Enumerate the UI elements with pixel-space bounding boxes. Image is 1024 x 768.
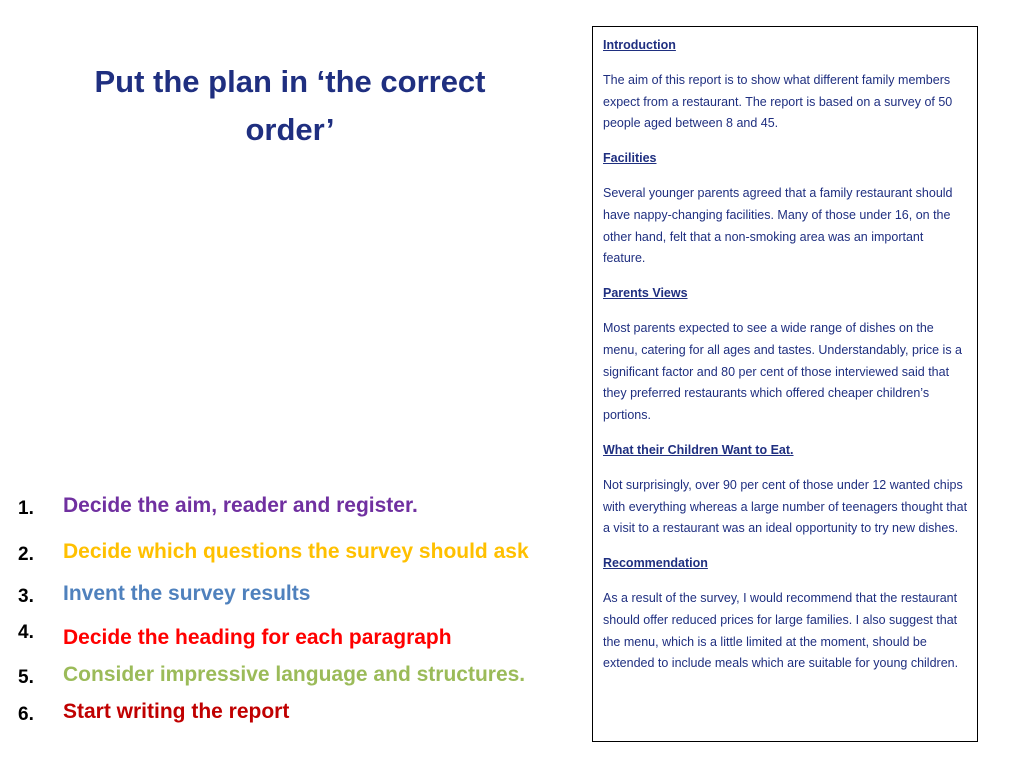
section-heading-parents-views: Parents Views <box>603 286 688 301</box>
plan-step-text: Decide the aim, reader and register. <box>63 494 418 517</box>
plan-step-number: 3. <box>18 586 34 607</box>
section-heading-introduction: Introduction <box>603 38 676 52</box>
section-heading-facilities: Facilities <box>603 151 657 166</box>
plan-step-text: Decide which questions the survey should ask <box>63 540 529 563</box>
plan-step-number: 2. <box>18 544 34 565</box>
section-body-facilities: Several younger parents agreed that a family restaurant should have nappy-changing facilities. Many of those under 16, on the other hand, felt that a non-smoking area was an important feature. <box>603 185 953 266</box>
slide-title: Put the plan in ‘the correct order’ <box>94 64 486 147</box>
section-body-introduction: The aim of this report is to show what different family members expect from a restaurant. The report is based on a survey of 50 people aged between 8 and 45. <box>603 72 953 131</box>
plan-step-number: 6. <box>18 704 34 725</box>
section-body-recommendation: As a result of the survey, I would recommend that the restaurant should offer reduced prices for large families. I also suggest that the menu, which is a little limited at the moment, should be extended to include meals which are suitable for young children. <box>603 590 959 671</box>
plan-step-text: Consider impressive language and structures. <box>63 663 526 686</box>
plan-step-number: 1. <box>18 498 34 519</box>
section-body-children: Not surprisingly, over 90 per cent of those under 12 wanted chips with everything whereas a large number of teenagers thought that a visit to a restaurant was an ideal opportunity to try new dishes. <box>603 477 968 536</box>
plan-step <box>18 618 588 652</box>
plan-step <box>18 696 588 730</box>
plan-step-text: Invent the survey results <box>63 582 311 605</box>
plan-step <box>18 490 588 524</box>
plan-step <box>18 536 588 570</box>
plan-step-number: 5. <box>18 667 34 688</box>
plan-step <box>18 578 588 612</box>
plan-step-text: Decide the heading for each paragraph <box>63 626 452 649</box>
section-heading-children: What their Children Want to Eat. <box>603 442 794 457</box>
plan-step-text: Start writing the report <box>63 700 290 723</box>
report-textbox <box>592 26 978 742</box>
plan-step <box>18 659 588 693</box>
section-body-parents-views: Most parents expected to see a wide range of dishes on the menu, catering for all ages and tastes. Understandably, price is a significant factor and 80 per cent of those interviewed said that they preferred restaurants which offered cheaper children’s portions. <box>603 320 962 423</box>
plan-step-number: 4. <box>18 622 34 643</box>
section-heading-recommendation: Recommendation <box>603 556 708 571</box>
